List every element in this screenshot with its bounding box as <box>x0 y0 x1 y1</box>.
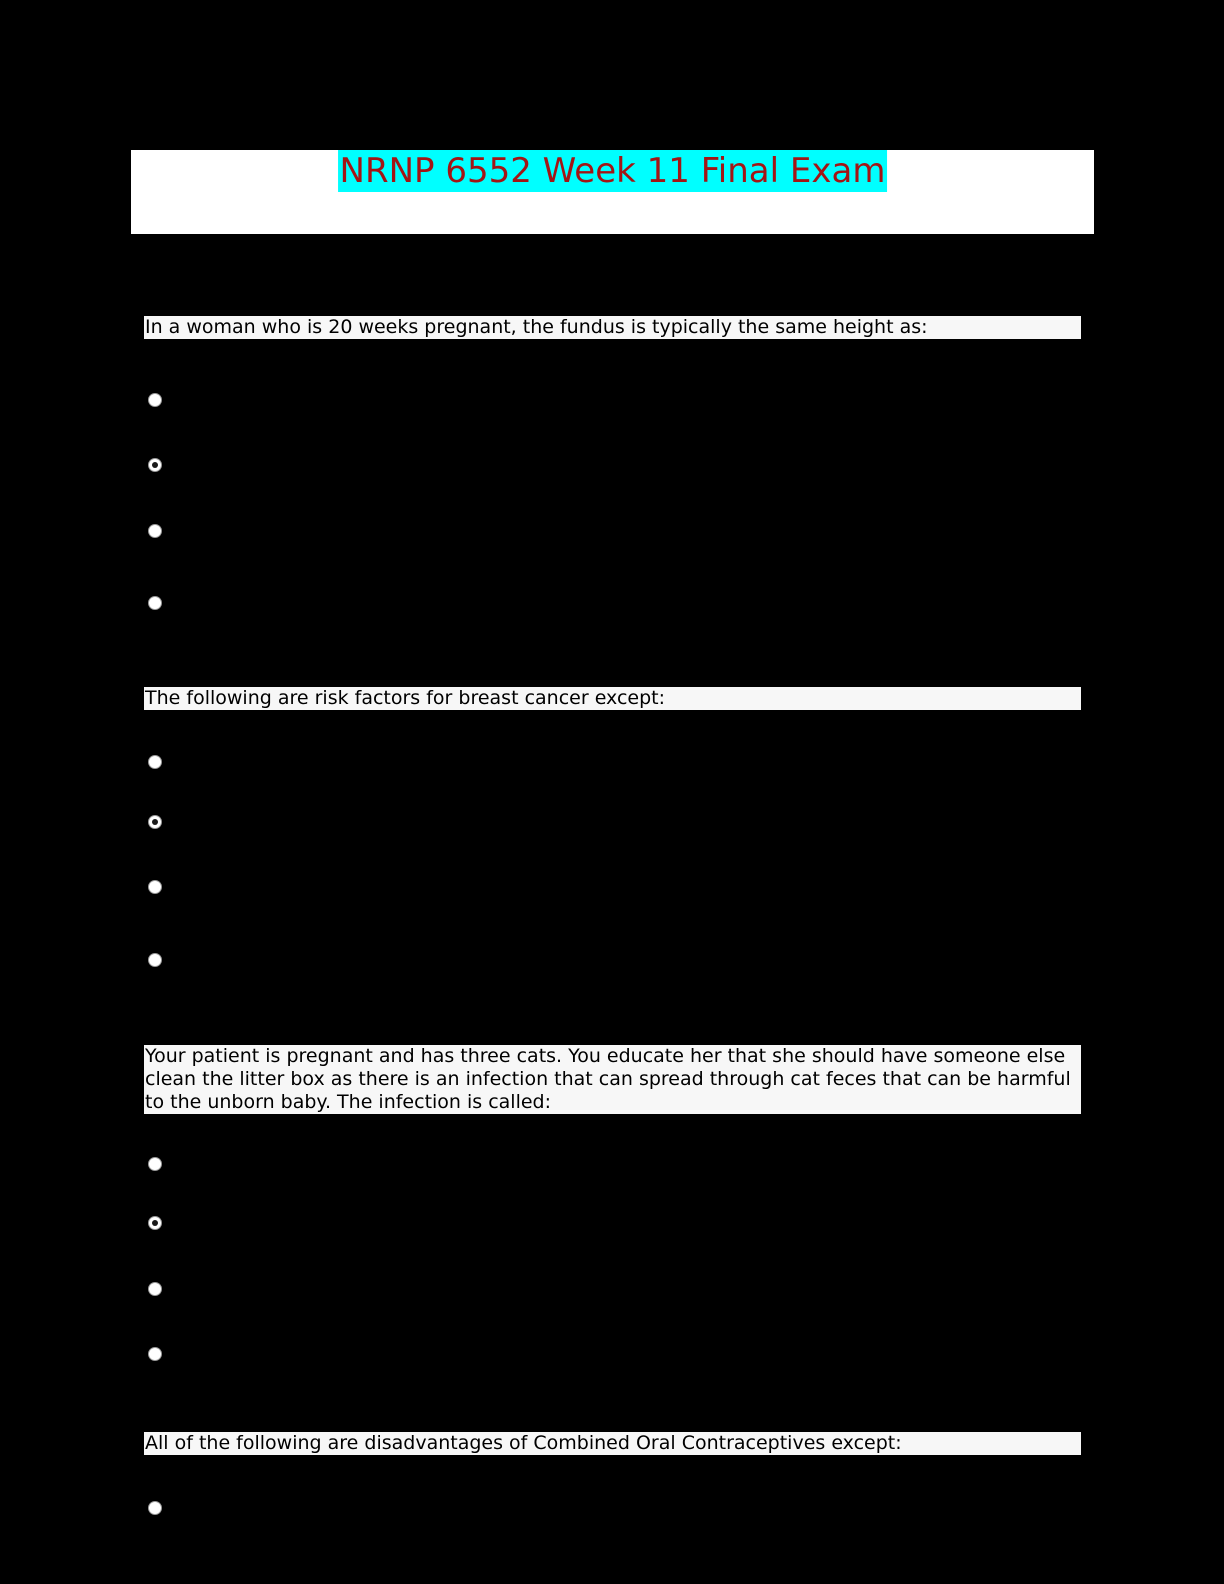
question-4-option-1-radio[interactable] <box>148 1501 162 1515</box>
question-1-text: In a woman who is 20 weeks pregnant, the fundus is typically the same height as: <box>144 316 1081 339</box>
question-2-option-3-radio[interactable] <box>148 880 162 894</box>
question-2-option-4-radio[interactable] <box>148 953 162 967</box>
question-2-option-2-radio[interactable] <box>148 815 162 829</box>
question-3-option-3-radio[interactable] <box>148 1282 162 1296</box>
question-3-option-2-radio[interactable] <box>148 1216 162 1230</box>
title-banner <box>131 150 1094 234</box>
question-3-option-1-radio[interactable] <box>148 1157 162 1171</box>
question-1-option-3-radio[interactable] <box>148 524 162 538</box>
question-2-text: The following are risk factors for breast cancer except: <box>144 687 1081 710</box>
question-1-option-2-radio[interactable] <box>148 458 162 472</box>
question-3-option-4-radio[interactable] <box>148 1347 162 1361</box>
page-title: NRNP 6552 Week 11 Final Exam <box>339 151 886 191</box>
question-2-option-1-radio[interactable] <box>148 755 162 769</box>
question-3-text: Your patient is pregnant and has three cats. You educate her that she should have someone else clean the litter box as there is an infection that can spread through cat feces that can be harmful to the unborn baby. The infection is called: <box>144 1045 1081 1114</box>
question-4-text: All of the following are disadvantages of Combined Oral Contraceptives except: <box>144 1432 1081 1455</box>
question-1-option-1-radio[interactable] <box>148 393 162 407</box>
question-1-option-4-radio[interactable] <box>148 596 162 610</box>
